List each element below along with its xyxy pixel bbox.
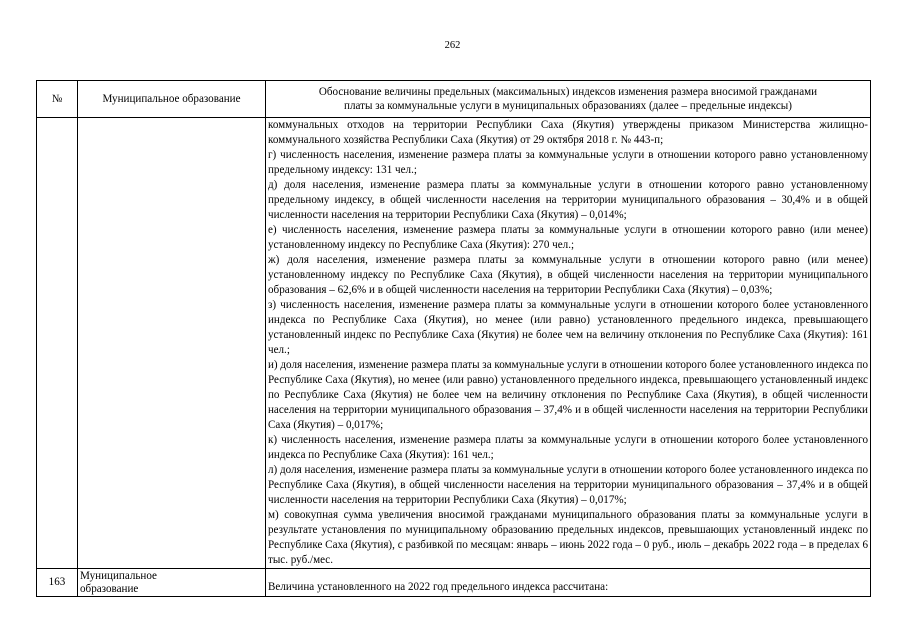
header-number: № xyxy=(37,81,78,118)
paragraph-e: е) численность населения, изменение размера платы за коммунальные услуги в отношении которого равно (или менее) установленному индексу по Республике Саха (Якутия): 270 чел.; xyxy=(268,224,868,251)
header-justification-line1: Обоснование величины предельных (максимальных) индексов изменения размера вносимой гражданами xyxy=(318,86,818,98)
row-municipality-cell xyxy=(78,118,266,569)
header-municipality: Муниципальное образование xyxy=(78,81,266,118)
table-header-row xyxy=(37,81,871,118)
header-justification xyxy=(266,81,871,118)
paragraph-continuation: коммунальных отходов на территории Республики Саха (Якутия) утверждены приказом Министерства жилищно-коммунального хозяйства Республики Саха (Якутия) от 29 октября 2018 г. № 443-п; xyxy=(268,119,868,146)
justification-cell xyxy=(266,118,871,569)
paragraph-k: к) численность населения, изменение размера платы за коммунальные услуги в отношении которого более установленного индекса по Республике Саха (Якутия): 161 чел.; xyxy=(268,434,868,461)
paragraph-z: з) численность населения, изменение размера платы за коммунальные услуги в отношении которого более установленного индекса по Республике Саха (Якутия), но менее (или равно) установленного предельного индекса, превышающего установленный индекс по Республике Саха (Якутия) не более чем на величину отклонения по Республике Саха (Якутия): 161 чел.; xyxy=(268,299,868,356)
paragraph-d: д) доля населения, изменение размера платы за коммунальные услуги в отношении которого равно установленному предельному индексу, в общей численности населения на территории муниципального образования – 30,4% и в общей численности населения на территории Республики Саха (Якутия) – 0,014%; xyxy=(268,179,868,221)
row-163-number: 163 xyxy=(37,569,78,597)
table-row xyxy=(37,118,871,569)
paragraph-i: и) доля населения, изменение размера платы за коммунальные услуги в отношении которого более установленного индекса по Республике Саха (Якутия), но менее (или равно) установленного предельного индекса, превышающего установленный индекс по Республике Саха (Якутия) не более чем на величину отклонения по Республике Саха (Якутия), в общей численности населения на территории муниципального образования – 37,4% и в общей численности населения на территории Республики Саха (Якутия) – 0,017%; xyxy=(268,359,868,431)
paragraph-g: г) численность населения, изменение размера платы за коммунальные услуги в отношении которого равно установленному предельному индексу: 131 чел.; xyxy=(268,149,868,176)
paragraph-zh: ж) доля населения, изменение размера платы за коммунальные услуги в отношении которого равно (или менее) установленному индексу по Республике Саха (Якутия), в общей численности населения на территории муниципального образования – 62,6% и в общей численности населения на территории Республики Саха (Якутия) – 0,03%; xyxy=(268,254,868,296)
page-number: 262 xyxy=(444,40,461,51)
paragraph-m: м) совокупная сумма увеличения вносимой гражданами муниципального образования платы за коммунальные услуги в результате установления по муниципальному образованию предельных индексов, превышающих установленный индекс по Республике Саха (Якутия), с разбивкой по месяцам: январь – июнь 2022 года – 0 руб., июль – декабрь 2022 года – в пределах 6 тыс. руб./мес. xyxy=(268,509,868,566)
header-justification-line2: платы за коммунальные услуги в муниципальных образованиях (далее – предельные индексы) xyxy=(344,100,792,112)
row-163-municipality xyxy=(78,569,266,597)
paragraph-l: л) доля населения, изменение размера платы за коммунальные услуги в отношении которого более установленного индекса по Республике Саха (Якутия), в общей численности населения на территории муниципального образования – 37,4% и в общей численности населения на территории Республики Саха (Якутия) – 0,017%; xyxy=(268,464,868,506)
indices-table xyxy=(36,80,871,597)
row-number-cell xyxy=(37,118,78,569)
row-163-text: Величина установленного на 2022 год предельного индекса рассчитана: xyxy=(266,569,871,597)
row-163-municipality-line2: образование xyxy=(80,583,139,595)
table-row-163 xyxy=(37,569,871,597)
row-163-municipality-line1: Муниципальное xyxy=(80,570,157,582)
